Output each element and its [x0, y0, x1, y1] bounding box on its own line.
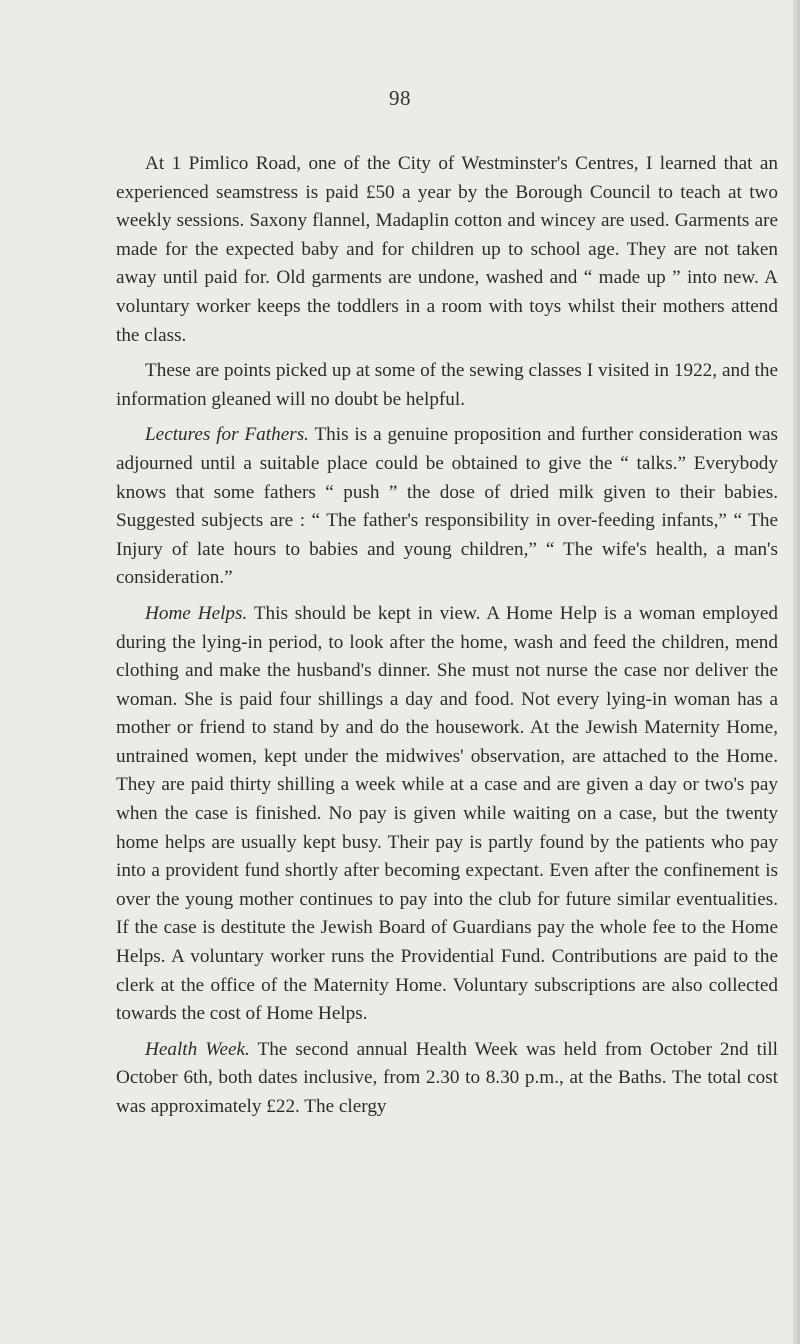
paragraph-lectures-for-fathers	[116, 421, 778, 593]
paragraph-text: At 1 Pimlico Road, one of the City of Westminster's Centres, I learned that an experienced seamstress is paid £50 a year by the Borough Council to teach at two weekly sessions. Saxony flannel, Madaplin cotton and wincey are used. Garments are made for the expected baby and for children up to school age. They are not taken away until paid for. Old garments are undone, washed and “ made up ” into new. A voluntary worker keeps the toddlers in a room with toys whilst their mothers attend the class.	[116, 153, 778, 346]
section-heading-lectures-for-fathers: Lectures for Fathers.	[145, 424, 309, 446]
paragraph-pimlico-road	[116, 150, 778, 350]
section-heading-home-helps: Home Helps.	[145, 602, 248, 624]
paragraph-sewing-classes	[116, 357, 778, 414]
page-number: 98	[389, 86, 411, 110]
paragraph-text: This is a genuine proposition and further consideration was adjourned until a suitable place could be obtained to give the “ talks.” Everybody knows that some fathers “ push ” the dose of dried milk given to their babies. Suggested subjects are : “ The father's responsibility in over-feeding infants,” “ The Injury of late hours to babies and young children,” “ The wife's health, a man's consideration.”	[116, 424, 778, 589]
paragraph-home-helps	[116, 600, 778, 1029]
paragraph-health-week	[116, 1036, 778, 1122]
body-text	[116, 150, 778, 1129]
section-heading-health-week: Health Week.	[145, 1038, 250, 1060]
paragraph-text: This should be kept in view. A Home Help is a woman employed during the lying-in period, to look after the home, wash and feed the children, mend clothing and make the husband's dinner. She must not nurse the case nor deliver the woman. She is paid four shillings a day and food. Not every lying-in woman has a mother or friend to stand by and do the housework. At the Jewish Maternity Home, untrained women, kept under the midwives' observation, are attached to the Home. They are paid thirty shilling a week while at a case and are given a day or two's pay when the case is finished. No pay is given while waiting on a case, but the twenty home helps are usually kept busy. Their pay is partly found by the patients who pay into a provident fund shortly after becoming expectant. Even after the confinement is over the young mother continues to pay into the club for future similar eventualities. If the case is destitute the Jewish Board of Guardians pay the whole fee to the Home Helps. A voluntary worker runs the Providential Fund. Contributions are paid to the clerk at the office of the Maternity Home. Voluntary subscriptions are also collected towards the cost of Home Helps.	[116, 602, 779, 1025]
paragraph-text: These are points picked up at some of the sewing classes I visited in 1922, and the information gleaned will no doubt be helpful.	[116, 360, 778, 410]
page-edge-shadow	[793, 0, 800, 1344]
paragraph-text: The second annual Health Week was held from October 2nd till October 6th, both dates inclusive, from 2.30 to 8.30 p.m., at the Baths. The total cost was approximately £22. The clergy	[116, 1038, 778, 1117]
